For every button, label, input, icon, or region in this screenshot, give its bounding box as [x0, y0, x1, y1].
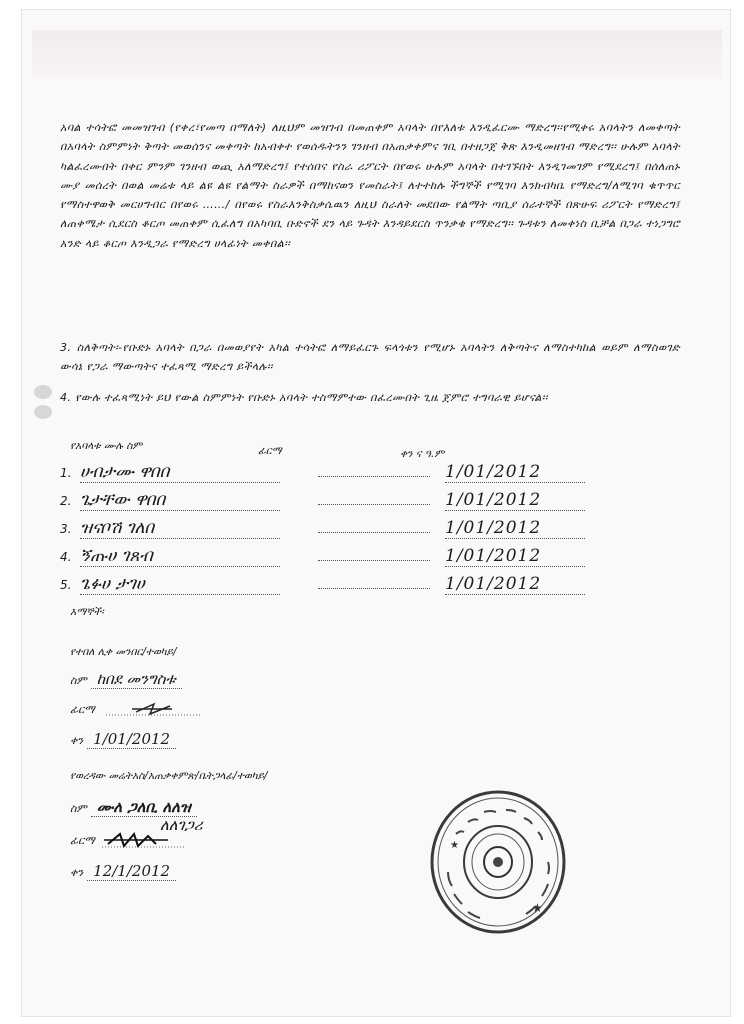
body-paragraph-3: 3. ስለቅጣት፡-የቡድኑ አባላት በጋራ በመወያየት አካል ተሳትፎ ለማይፈርጉ ፍላጎቱን የሚሆኑ አባላትን ለቅጣትና ለማስተካከል ወይም ለማስወገድ ውሳኔ የጋራ ማውጣትና ተፈጻሚ ማድረግ ይችላሉ፡፡: [60, 341, 680, 374]
signature-label: ፊርማ: [70, 834, 95, 847]
row-number: 4.: [60, 550, 72, 564]
svg-text:★: ★: [450, 840, 459, 851]
signature-date: 1/01/2012: [445, 462, 585, 483]
witness-signature-row: [70, 700, 208, 720]
row-number: 1.: [60, 466, 72, 480]
scan-shadow: [32, 30, 722, 78]
signature-row: [60, 490, 620, 512]
signature-line: [318, 588, 430, 589]
header-date: ቀን ና ዓ.ም: [400, 448, 445, 460]
signature-label: ፊርማ: [70, 703, 95, 716]
witness-date-row: [70, 730, 176, 748]
signature-date: 1/01/2012: [445, 490, 585, 511]
witness-name: ከበደ መንግስቱ: [91, 670, 182, 689]
chair-title: የተበለ ሊቀ መንበር/ተወካይ/: [70, 646, 177, 658]
signature-row: [60, 574, 620, 596]
row-number: 2.: [60, 494, 72, 508]
date-label: ቀን: [70, 866, 84, 879]
signature-row: [60, 546, 620, 568]
office-signature-row: [70, 830, 188, 852]
signature-row: [60, 518, 620, 540]
office-name: ሙለ ጋለቢ ለለዝ: [91, 798, 197, 817]
punch-hole: [34, 405, 52, 419]
row-number: 3.: [60, 522, 72, 536]
name-label: ስም: [70, 802, 87, 815]
office-name-row: [70, 798, 197, 816]
office-heading: የወረዳው መሬትአስ/አጠቃቀምጽ/ቤትጋላፊ/ተወካይ/: [70, 770, 268, 782]
signature-date: 1/01/2012: [445, 546, 585, 567]
row-number: 5.: [60, 578, 72, 592]
body-paragraph-4: 4. የውሉ ተፈጻሚነት ይህ የውል ስምምነት የቡድኑ አባላት ተስማምተው በፈረሙበት ጊዜ ጀምሮ ተግባራዊ ይሆናል፡፡: [60, 391, 548, 404]
signature-line: [318, 532, 430, 533]
signature-date: 1/01/2012: [445, 574, 585, 595]
office-date-row: [70, 862, 176, 880]
witness-name-row: [70, 670, 182, 688]
official-seal-stamp: [428, 788, 568, 936]
witness-signature-mark: [98, 700, 208, 720]
member-name: ኝጡሀ ገጸብ: [80, 546, 280, 567]
member-name: ዝናቦሽ ገለበ: [80, 518, 280, 539]
punch-hole: [34, 385, 52, 399]
witness-heading: እማኞች፡: [70, 606, 104, 618]
office-date: 12/1/2012: [87, 862, 176, 881]
header-signature: ፊርማ: [258, 445, 282, 457]
member-name: ሀብታሙ ዋበበ: [80, 462, 280, 483]
signature-line: [318, 560, 430, 561]
witness-date: 1/01/2012: [87, 730, 176, 749]
signature-line: [318, 504, 430, 505]
header-member-name: የአባላቱ ሙሉ ስም: [70, 440, 143, 452]
signature-date: 1/01/2012: [445, 518, 585, 539]
member-name: ጌታቸው ዋበበ: [80, 490, 280, 511]
office-name-line-2: ለለገጋሪ: [160, 816, 203, 834]
signature-row: [60, 462, 620, 484]
signature-line: [318, 476, 430, 477]
body-paragraph-main: አባል ተሳትፎ መመዝገብ (የቀረ፣የመጣ በማለት) ለዚህም መዝገብ በመጠቀም አባላት በየእለቱ እንዲፈርሙ ማድረግ፡፡የሚቀሩ አባላትን ለመቀጣት በአባላት ስምምነት ቅጣት መወሰንና መቀጣት ከአብቀተ የወሰዱትንን ገንዘብ በአጠቃቀምና ገቢ በተዘጋጀ ቅጽ እንዲመዘገብ ማድረግ፡፡ ሁሉም አባላት ካልፈረሙበት በቀር ምንም ገንዘብ ወጪ አለማድረግ፤ የተሰበና የስራ ሪፖርት በየወሩ ሁሉም አባላት በተገኙበት እንዲገመገም የሚደረግ፤ በሰለጠኑ ሙያ መሰረት በወል መሬቱ ላይ ልዩ ልዩ የልማት ስራዎች በማከናወን የመስራት፤ ለተተከሉ ችግኞች የሚገባ እንክብካቤ የማድረግ/ለሚገባ ቁጥጥር የማስተዋወቅ መርሀግብር በየወሩ ……/ በየወሩ የስራእንቅስቃሴዉን ለዚህ ስራለት መደበው የልማት ጣቢያ ሰራተኞች በጽሁፍ ሪፖርት የማድረግ፤ ለጠቀሜታ ሲደርስ ቆርጦ መጠቀም ሲፈለግ በአካባቢ ቡድኖች ደን ላይ ጉዳት እንዳይደርስ ጥንቃቄ የማድረግ፡፡ ጉዳቱን ለመቀነስ ቢቻል በጋራ ተነጋግሮ አንድ ላይ ቆርጦ እንዲጋራ የማድረግ ሀላፊነት መቀበል፡፡: [60, 121, 680, 250]
office-signature-mark: [98, 830, 188, 852]
member-name: ጌፉሀ ታገሀ: [80, 574, 280, 595]
svg-text:★: ★: [532, 901, 543, 915]
date-label: ቀን: [70, 734, 84, 747]
name-label: ስም: [70, 674, 87, 687]
